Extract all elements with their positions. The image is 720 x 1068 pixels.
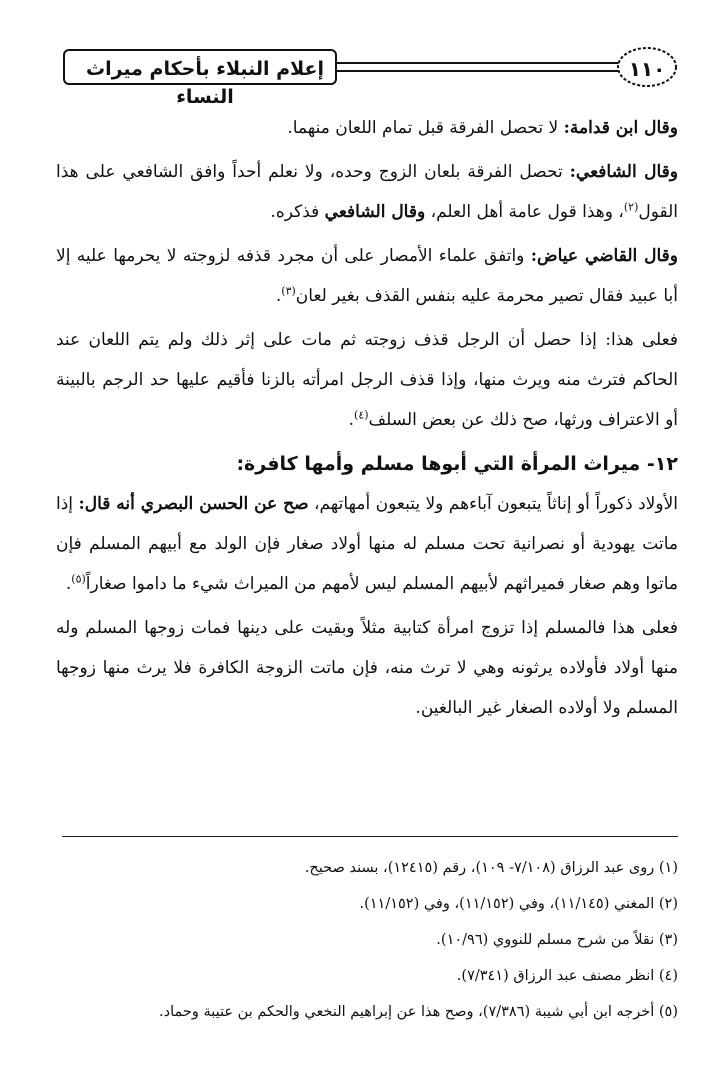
paragraph-text: واتفق علماء الأمصار على أن مجرد قذفه لزوجته لا يحرمها عليه إلا أبا عبيد فقال تصير محرمة عليه بنفس القذف بغير لعان	[56, 246, 678, 306]
paragraph-text: فذكره.	[270, 202, 325, 222]
paragraph-ibn-qudama	[56, 108, 678, 148]
paragraph-children-follow	[56, 484, 678, 604]
paragraph-conclusion-1	[56, 320, 678, 440]
paragraph-text: تحصل الفرقة بلعان الزوج وحده، ولا نعلم أحداً وافق الشافعي على هذا القول	[56, 162, 678, 222]
footnote-4: (٤) انظر مصنف عبد الرزاق (٧/٣٤١).	[456, 968, 678, 984]
footnote-1: (١) روى عبد الرزاق (٧/١٠٨- ١٠٩)، رقم (١٢٤١٥)، بسند صحيح.	[304, 860, 678, 876]
paragraph-text: فعلى هذا فالمسلم إذا تزوج امرأة كتابية مثلاً وبقيت على دينها فمات زوجها المسلم وله منها أولاد فأولاده يرثونه وهي لا ترث منه، فإن ماتت الزوجة الكافرة فلا يرث منها زوجها المسلم ولا أولاده الصغار غير البالغين.	[56, 618, 678, 718]
paragraph-conclusion-2	[56, 608, 678, 728]
section-heading: ١٢- ميراث المرأة التي أبوها مسلم وأمها كافرة:	[236, 453, 678, 475]
footnote-divider	[62, 836, 678, 837]
main-text	[56, 108, 678, 728]
paragraph-text: لا تحصل الفرقة قبل تمام اللعان منهما.	[287, 118, 564, 138]
footnotes	[56, 850, 678, 1030]
footnote-ref[interactable]: (٥)	[71, 572, 86, 586]
punctuation: .	[275, 286, 282, 306]
speaker-shafii-2: وقال الشافعي	[324, 202, 426, 222]
footnote-2: (٢) المغني (١١/١٤٥)، وفي (١١/١٥٢)، وفي (١١/١٥٢).	[359, 896, 678, 912]
paragraph-shafii	[56, 152, 678, 232]
speaker-ibn-qudama: وقال ابن قدامة:	[563, 118, 678, 138]
speaker-qadi-iyad: وقال القاضي عياض:	[530, 246, 678, 266]
book-title: إعلام النبلاء بأحكام ميراث النساء	[85, 58, 324, 108]
paragraph-text: ، وهذا قول عامة أهل العلم،	[425, 202, 624, 222]
punctuation: .	[348, 410, 355, 430]
page-number: ١١٠	[628, 57, 666, 81]
speaker-shafii: وقال الشافعي:	[569, 162, 678, 182]
footnote-ref[interactable]: (٢)	[623, 200, 639, 214]
footnote-3: (٣) نقلاً من شرح مسلم للنووي (١٠/٩٦).	[436, 932, 678, 948]
footnote-ref[interactable]: (٣)	[281, 284, 296, 298]
punctuation: .	[65, 574, 72, 594]
paragraph-text: فعلى هذا: إذا حصل أن الرجل قذف زوجته ثم مات على إثر ذلك ولم يتم اللعان عند الحاكم فترث منه ويرث منها، وإذا قذف الرجل امرأته بالزنا فأقيم عليها حد الرجم بالبينة أو الاعتراف ورثها، صح ذلك عن بعض السلف	[56, 330, 678, 430]
footnote-5: (٥) أخرجه ابن أبي شيبة (٧/٣٨٦)، وصح هذا عن إبراهيم النخعي والحكم بن عتيبة وحماد.	[159, 1004, 678, 1020]
speaker-hasan-basri: صح عن الحسن البصري أنه قال:	[78, 494, 309, 514]
paragraph-text: الأولاد ذكوراً أو إناثاً يتبعون آباءهم ولا يتبعون أمهاتهم،	[308, 494, 679, 514]
paragraph-qadi-iyad	[56, 236, 678, 316]
footnote-ref[interactable]: (٤)	[354, 408, 369, 422]
paragraph-text: إذا ماتت يهودية أو نصرانية تحت مسلم له منها أولاد صغار فإن الولد مع أبيهم المسلم فإن ماتوا وهم صغار فميراثهم لأبيهم المسلم ليس لأمهم من الميراث شيء ما داموا صغاراً	[56, 494, 678, 594]
